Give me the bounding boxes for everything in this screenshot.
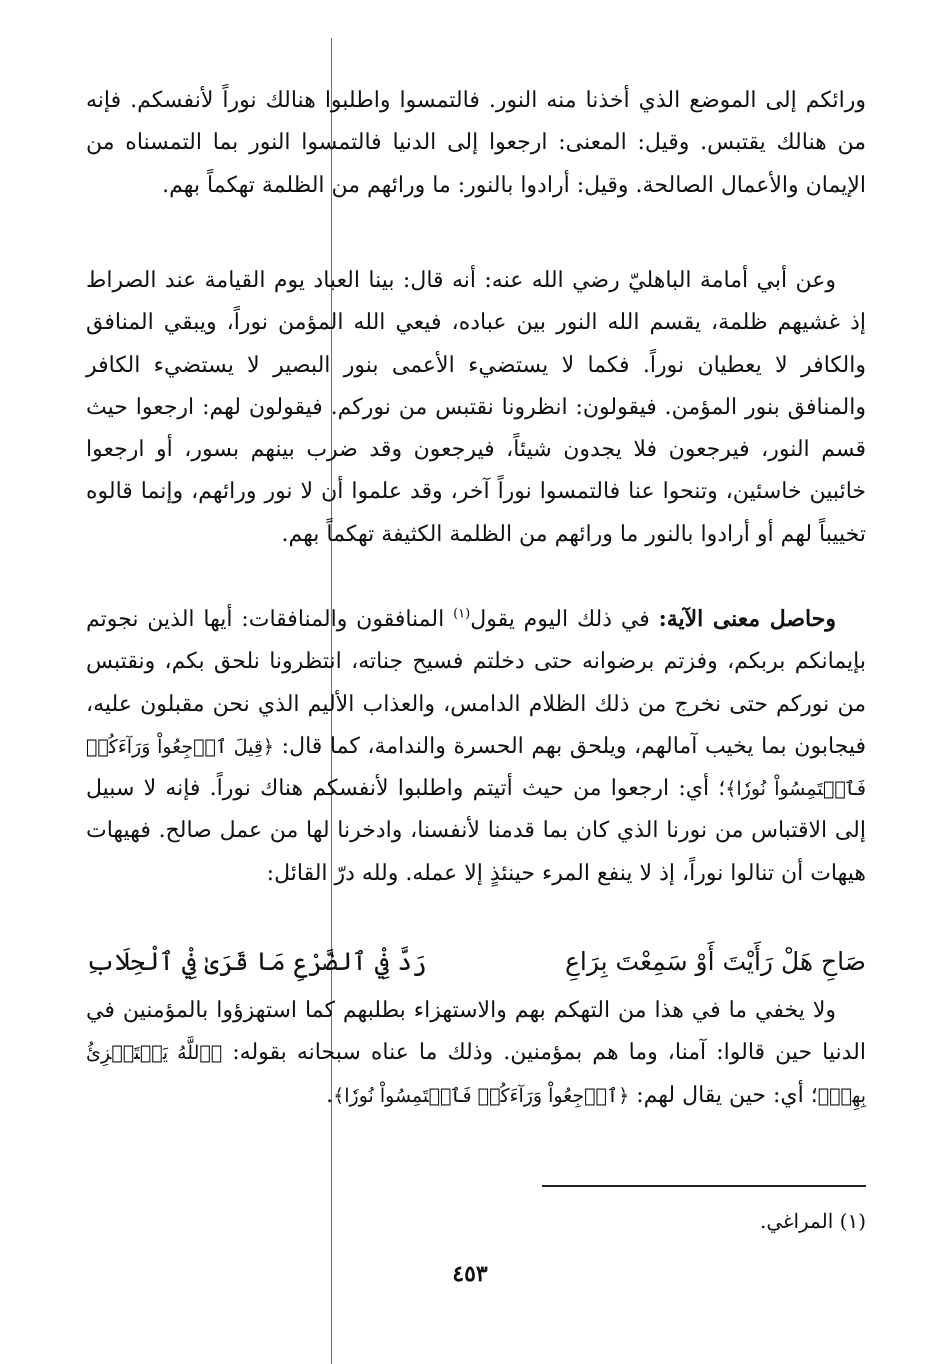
paragraph-4-text-b: ؛ أي: حين يقال لهم: — [629, 1082, 818, 1108]
paragraph-4-text-c: . — [326, 1082, 334, 1108]
poem-verse — [86, 938, 866, 986]
paragraph-3-text-b: المنافقون والمنافقات: أيها الذين نجوتم بإيمانكم بربكم، وفزتم برضوانه حتى دخلتم فسيح جناته، انتظرونا نلحق بكم، ونقتبس من نوركم حتى نخرج من ذلك الظلام الدامس، والعذاب الأليم الذي نحن مقبلون عليه، فيجابون بما يخيب آمالهم، ويلحق بهم الحسرة والندامة، كما قال: — [86, 607, 867, 759]
poem-first-hemistich: صَاحِ هَلْ رَأَيْتَ أَوْ سَمِعْتَ بِرَاعِ — [564, 947, 866, 976]
footnote-number: (١) — [839, 1209, 866, 1233]
footnote-separator — [542, 1185, 866, 1187]
paragraph-4-text-a: ولا يخفي ما في هذا من التهكم بهم والاستهزاء بطلبهم كما استهزؤوا بالمؤمنين في الدنيا حين قالوا: آمنا، وما هم بمؤمنين. وذلك ما عناه سبحانه بقوله: — [86, 998, 866, 1066]
quran-verse: ﴿ٱرۡجِعُواْ وَرَآءَكُمۡ فَٱلۡتَمِسُواْ نُورٗا﴾ — [333, 1084, 630, 1107]
footnote — [86, 1205, 866, 1237]
paragraph-3 — [86, 598, 866, 895]
paragraph-2: وعن أبي أمامة الباهليّ رضي الله عنه: أنه قال: بينا العباد يوم القيامة عند الصراط إذ غشيهم ظلمة، يقسم الله النور بين عباده، فيعي الله المؤمن نوراً، ويبقي المنافق والكافر لا يعطيان نوراً. فكما لا يستضيء الأعمى بنور البصير لا يستضيء الكافر والمنافق بنور المؤمن. فيقولون: انظرونا نقتبس من نوركم. فيقولون لهم: ارجعوا حيث قسم النور، فيرجعون فلا يجدون شيئاً، فيرجعون وقد ضرب بينهم بسور، أو ارجعوا خائبين خاسئين، وتنحوا عنا فالتمسوا نوراً آخر، وقد علموا أن لا نور ورائهم، وإنما قالوه تخييباً لهم أو أرادوا بالنور ما ورائهم من الظلمة الكثيفة تهكماً بهم. — [86, 268, 866, 547]
section-lead-heading: وحاصل معنى الآية: — [658, 606, 836, 632]
footnote-text: المراغي. — [759, 1209, 834, 1233]
paragraph-4 — [86, 990, 866, 1117]
poem-second-hemistich: رَدَّ فِيْ ٱلضَّرْعِ مَا قَرَىٰ فِيْ ٱلْحِلَابِ — [86, 947, 427, 976]
paragraph-1: ورائكم إلى الموضع الذي أخذنا منه النور. فالتمسوا واطلبوا هنالك نوراً لأنفسكم. فإنه من هنالك يقتبس. وقيل: المعنى: ارجعوا إلى الدنيا فالتمسوا النور بما التمسناه من الإيمان والأعمال الصالحة. وقيل: أرادوا بالنور: ما ورائهم من الظلمة تهكماً بهم. — [86, 88, 866, 198]
quran-verse: ﴿قِيلَ ٱرۡجِعُواْ وَرَآءَكُمۡ فَٱلۡتَمِسُواْ نُورٗا﴾ — [86, 735, 866, 801]
footnote-reference: (١) — [453, 606, 471, 622]
quran-verse: ﴿ٱللَّهُ يَسۡتَهۡزِئُ بِهِمۡ﴾ — [86, 1042, 866, 1107]
page-number: ٤٥٣ — [452, 1261, 488, 1287]
paragraph-3-text-a: في ذلك اليوم يقول — [470, 607, 659, 632]
paragraph-3-text-c: ؛ أي: ارجعوا من حيث أتيتم واطلبوا لأنفسكم هناك نوراً. فإنه لا سبيل إلى الاقتباس من نورنا الذي كان بما قدمنا لأنفسنا، وادخرنا لها من عمل صالح. فهيهات هيهات أن تنالوا نوراً، إذ لا ينفع المرء حينئذٍ إلا عمله. ولله درّ القائل: — [86, 776, 866, 886]
